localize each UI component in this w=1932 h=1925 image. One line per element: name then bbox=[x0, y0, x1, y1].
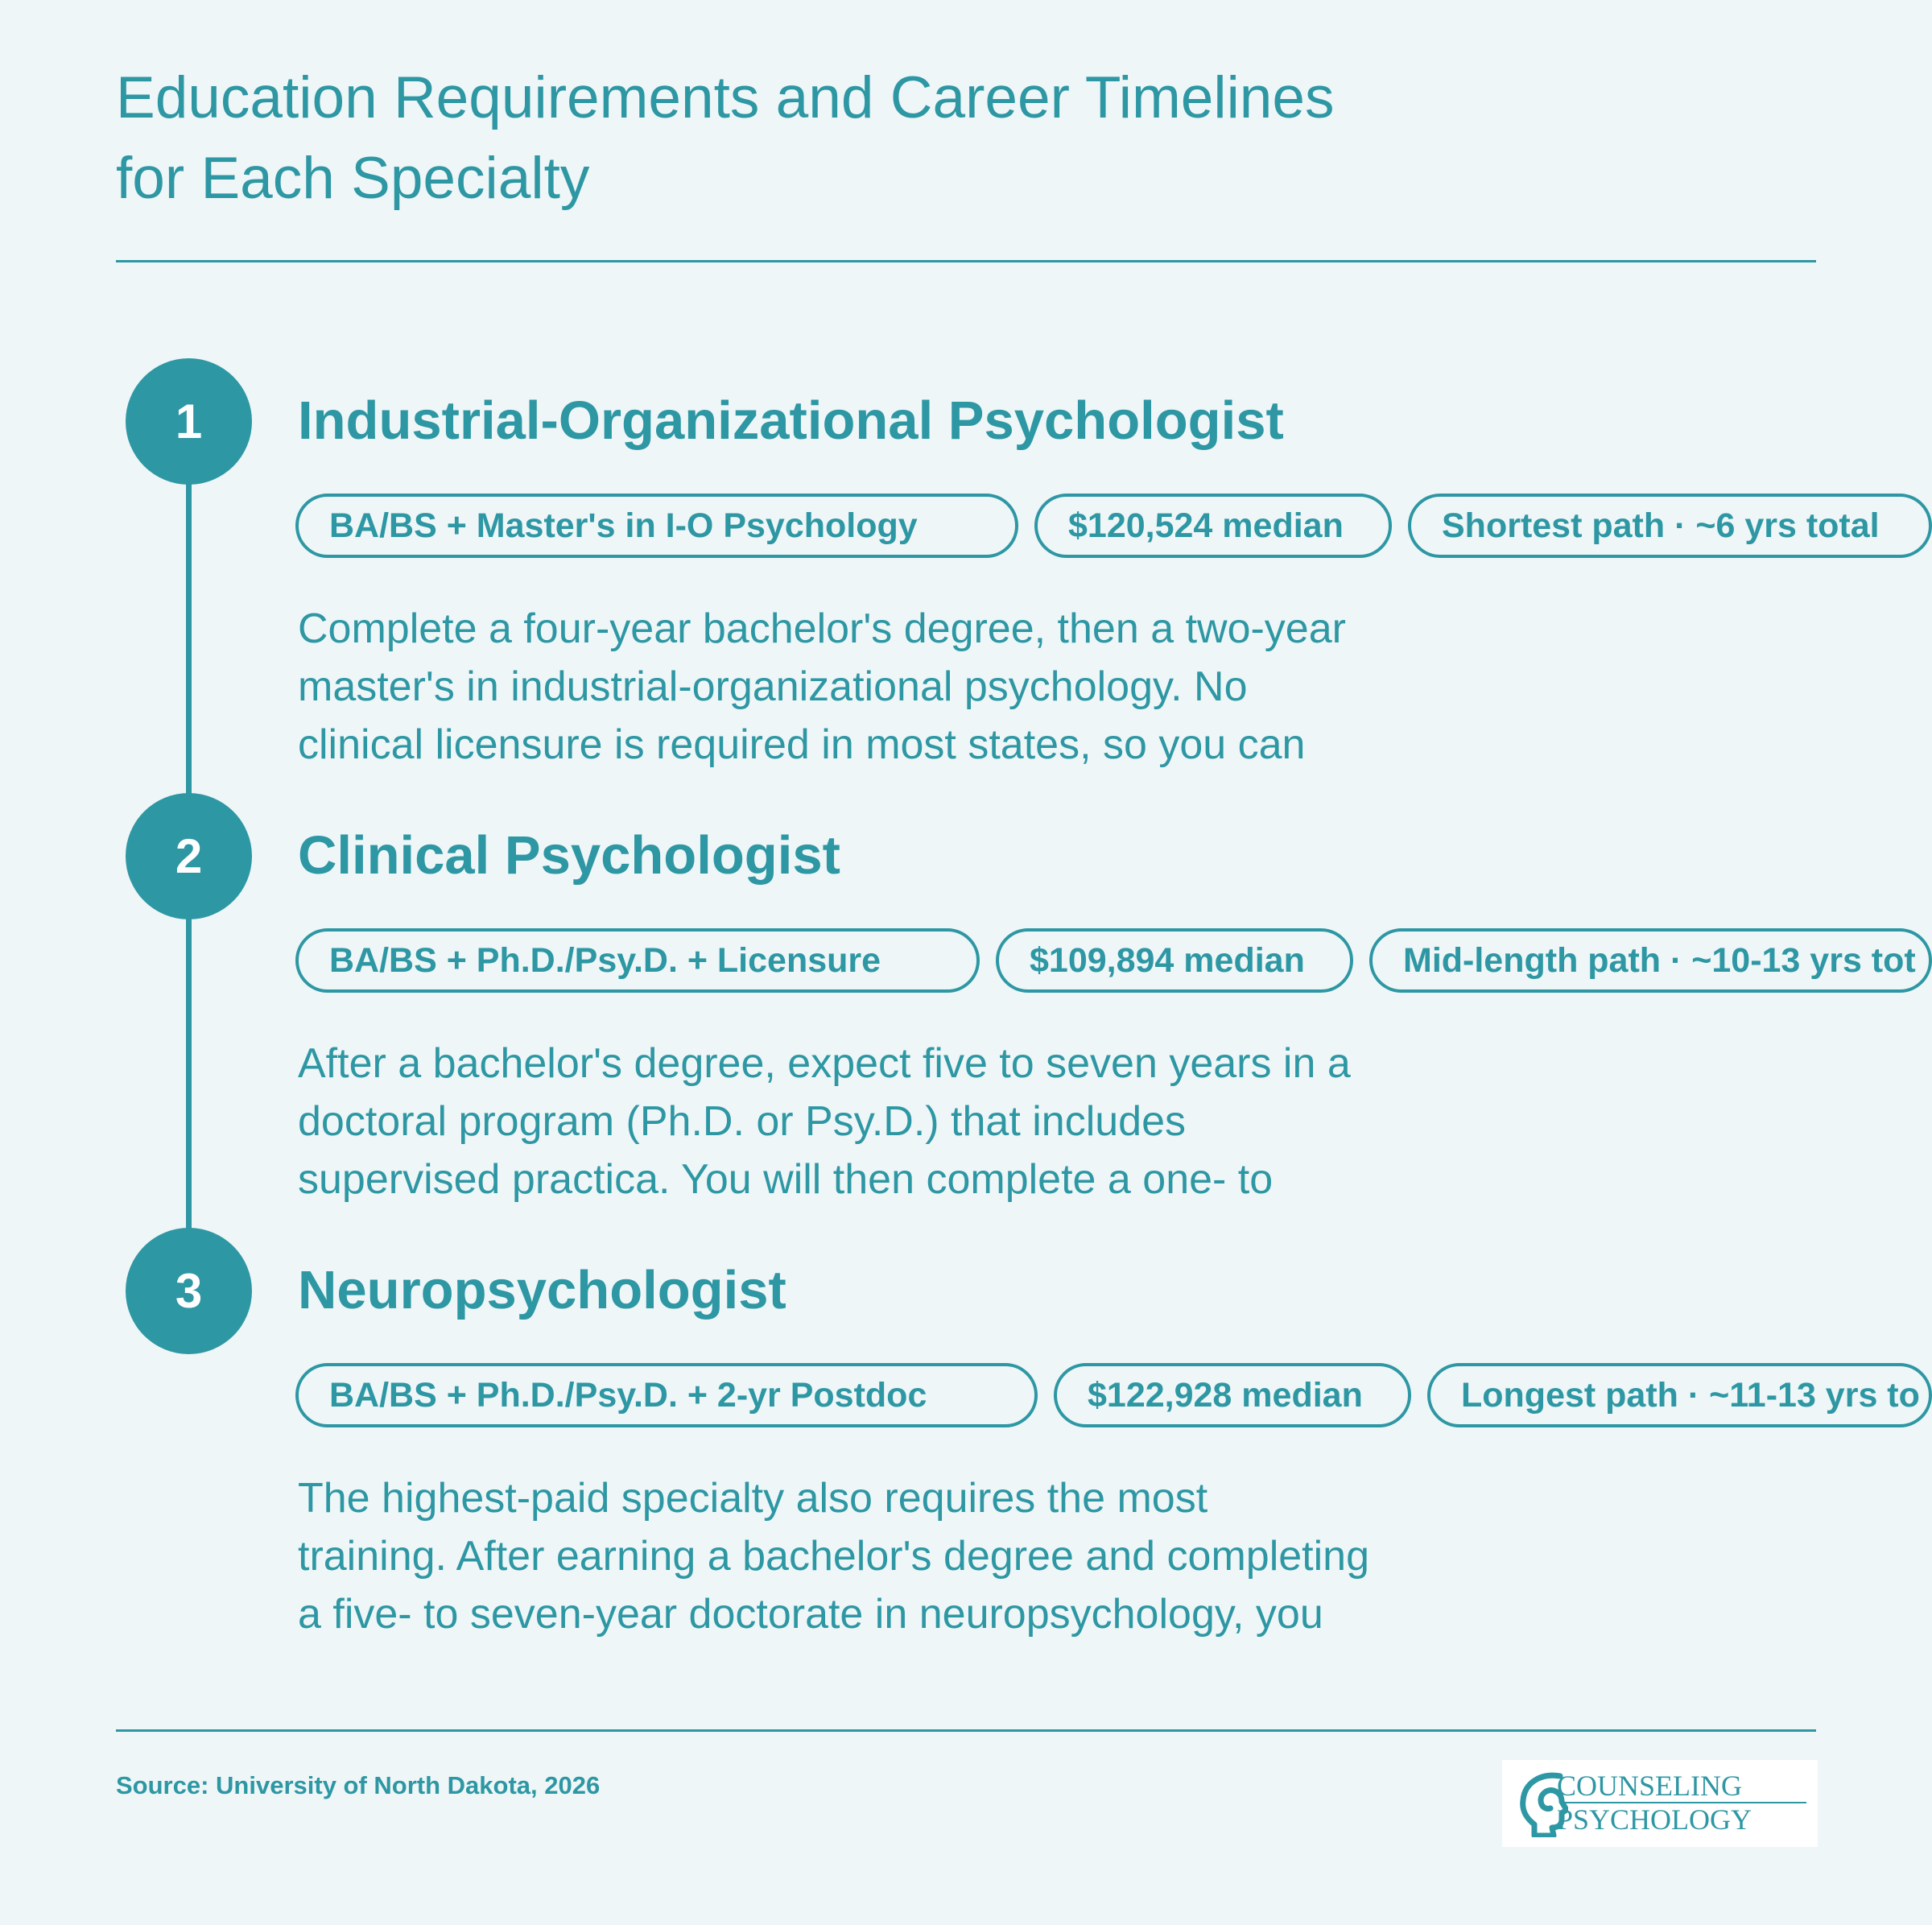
pill-salary: $122,928 median bbox=[1054, 1363, 1411, 1427]
counseling-psychology-logo bbox=[1502, 1760, 1818, 1847]
top-divider bbox=[116, 260, 1816, 262]
description-line: master's in industrial-organizational psychology. No bbox=[298, 663, 1248, 710]
description-line: doctoral program (Ph.D. or Psy.D.) that includes bbox=[298, 1098, 1187, 1145]
pill-education: BA/BS + Ph.D./Psy.D. + 2-yr Postdoc bbox=[295, 1363, 1038, 1427]
description-line: a five- to seven-year doctorate in neuropsychology, you bbox=[298, 1591, 1323, 1638]
pill-education: BA/BS + Ph.D./Psy.D. + Licensure bbox=[295, 928, 980, 993]
title-line-1: Education Requirements and Career Timelines bbox=[116, 65, 1335, 130]
step-description bbox=[298, 600, 1505, 774]
step-title: Industrial-Organizational Psychologist bbox=[298, 390, 1284, 451]
step-description bbox=[298, 1469, 1505, 1643]
description-line: After a bachelor's degree, expect five to seven years in a bbox=[298, 1040, 1351, 1087]
logo-line-2: PSYCHOLOGY bbox=[1557, 1803, 1752, 1836]
step-description bbox=[298, 1035, 1505, 1208]
title-line-2: for Each Specialty bbox=[116, 146, 590, 211]
description-line: clinical licensure is required in most states, so you can bbox=[298, 721, 1306, 768]
logo-line-1: COUNSELING bbox=[1557, 1770, 1742, 1802]
bottom-divider bbox=[116, 1729, 1816, 1732]
pill-salary: $109,894 median bbox=[996, 928, 1353, 993]
description-line: The highest-paid specialty also requires the most bbox=[298, 1475, 1208, 1522]
step-title: Neuropsychologist bbox=[298, 1260, 786, 1320]
description-line: training. After earning a bachelor's degree and completing bbox=[298, 1533, 1370, 1580]
pill-timeline: Mid-length path · ~10-13 yrs tot bbox=[1369, 928, 1932, 993]
pill-timeline: Longest path · ~11-13 yrs to bbox=[1427, 1363, 1932, 1427]
description-line: Complete a four-year bachelor's degree, then a two-year bbox=[298, 605, 1346, 652]
page-title bbox=[116, 58, 1726, 219]
source-citation: Source: University of North Dakota, 2026 bbox=[116, 1771, 601, 1799]
pill-timeline: Shortest path · ~6 yrs total bbox=[1408, 494, 1932, 558]
step-number-badge: 3 bbox=[126, 1228, 252, 1354]
step-title: Clinical Psychologist bbox=[298, 825, 840, 886]
pill-education: BA/BS + Master's in I-O Psychology bbox=[295, 494, 1018, 558]
pill-salary: $120,524 median bbox=[1034, 494, 1392, 558]
step-number-badge: 1 bbox=[126, 358, 252, 485]
step-number-badge: 2 bbox=[126, 793, 252, 919]
description-line: supervised practica. You will then complete a one- to bbox=[298, 1156, 1274, 1203]
